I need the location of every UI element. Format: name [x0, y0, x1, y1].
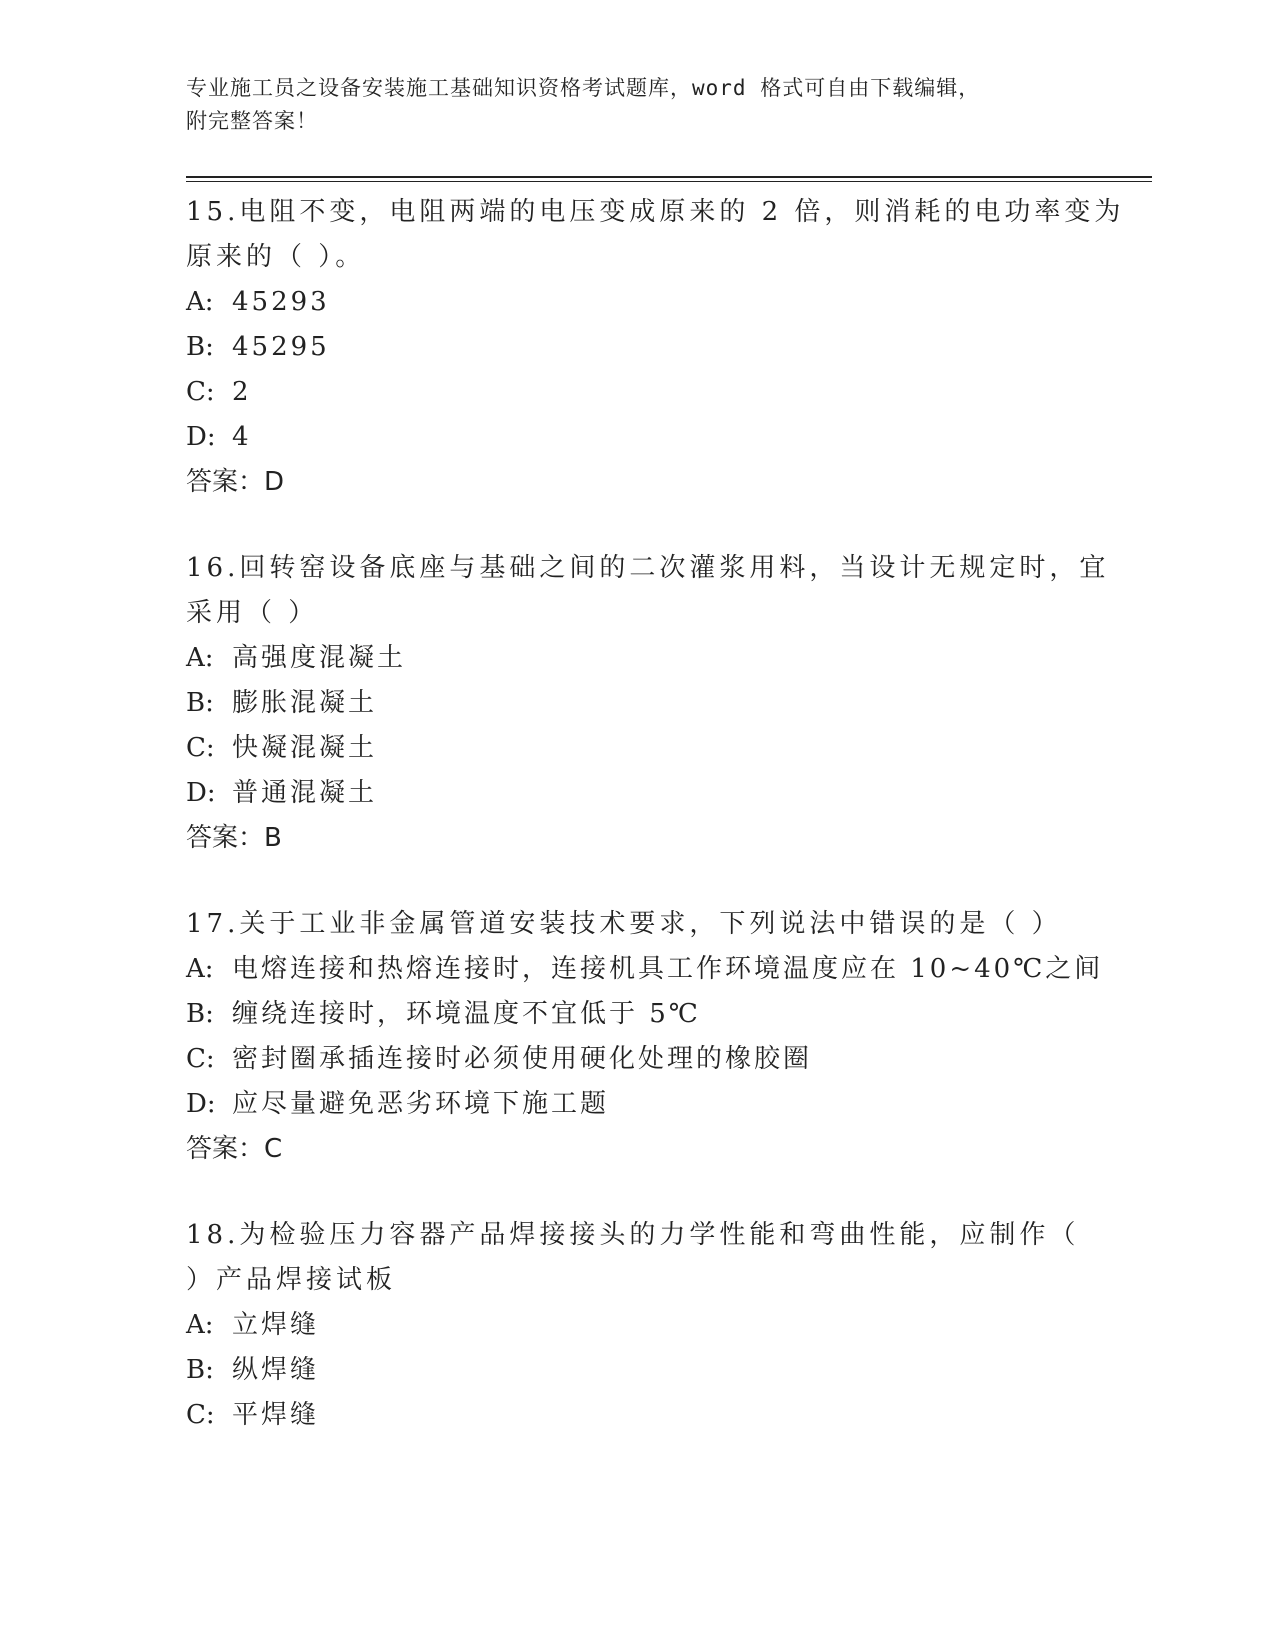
option-text: 膨胀混凝土 — [232, 688, 378, 718]
option-letter: C: — [186, 733, 215, 763]
option-c — [186, 370, 1086, 415]
option-b — [186, 325, 1086, 370]
option-text: 密封圈承插连接时必须使用硬化处理的橡胶圈 — [232, 1044, 813, 1074]
option-text: 缠绕连接时，环境温度不宜低于 5℃ — [232, 999, 701, 1029]
question-gap — [186, 505, 1086, 546]
question-stem — [186, 546, 1110, 636]
question-16 — [186, 546, 1110, 861]
option-text: 高强度混凝土 — [232, 643, 407, 673]
question-stem-line: 17.关于工业非金属管道安装技术要求，下列说法中错误的是（ ） — [186, 909, 1062, 939]
question-gap — [186, 861, 1086, 902]
option-a — [186, 1303, 1086, 1348]
question-18 — [186, 1213, 1086, 1438]
question-stem-line: 采用（ ） — [186, 598, 319, 628]
option-text: 立焊缝 — [232, 1310, 320, 1340]
option-text: 电熔连接和热熔连接时，连接机具工作环境温度应在 10~40℃之间 — [232, 954, 1104, 984]
answer-line: 答案：B — [186, 823, 282, 853]
question-gap — [186, 1172, 1086, 1213]
option-text: 普通混凝土 — [232, 778, 378, 808]
question-stem-line: 15.电阻不变，电阻两端的电压变成原来的 2 倍，则消耗的电功率变为 — [186, 197, 1125, 227]
option-letter: A: — [186, 954, 214, 984]
question-stem — [186, 1213, 1086, 1303]
option-letter: D: — [186, 422, 216, 452]
option-letter: B: — [186, 688, 214, 718]
option-d — [186, 415, 1086, 460]
option-text: 45293 — [232, 287, 330, 317]
option-letter: C: — [186, 1044, 215, 1074]
option-letter: B: — [186, 332, 214, 362]
header-line-1: 专业施工员之设备安装施工基础知识资格考试题库，word 格式可自由下载编辑， — [186, 76, 981, 100]
option-letter: C: — [186, 1400, 215, 1430]
question-stem — [186, 190, 1125, 280]
option-c — [186, 726, 1086, 771]
option-text: 纵焊缝 — [232, 1355, 320, 1385]
question-stem-line: ）产品焊接试板 — [186, 1265, 397, 1295]
question-list — [186, 190, 1125, 1438]
option-a — [186, 947, 1104, 992]
option-letter: A: — [186, 643, 214, 673]
option-letter: A: — [186, 287, 214, 317]
question-stem — [186, 902, 1086, 947]
option-a — [186, 280, 1086, 325]
option-a — [186, 636, 1086, 681]
header-rule-thick — [186, 176, 1152, 178]
option-letter: C: — [186, 377, 215, 407]
option-d — [186, 771, 1086, 816]
option-text: 2 — [232, 377, 252, 407]
option-b — [186, 681, 1086, 726]
document-header — [186, 72, 1066, 138]
option-c — [186, 1393, 1086, 1438]
question-15 — [186, 190, 1125, 505]
header-line-2: 附完整答案！ — [186, 109, 318, 133]
option-b — [186, 1348, 1086, 1393]
question-stem-line: 16.回转窑设备底座与基础之间的二次灌浆用料，当设计无规定时，宜 — [186, 553, 1110, 583]
option-letter: B: — [186, 999, 214, 1029]
option-text: 45295 — [232, 332, 330, 362]
answer-line: 答案：D — [186, 467, 285, 497]
option-letter: A: — [186, 1310, 214, 1340]
question-stem-line: 18.为检验压力容器产品焊接接头的力学性能和弯曲性能，应制作（ — [186, 1220, 1080, 1250]
question-stem-line: 原来的（ ）。 — [186, 242, 366, 272]
option-letter: D: — [186, 1089, 216, 1119]
option-text: 快凝混凝土 — [232, 733, 378, 763]
option-c — [186, 1037, 1086, 1082]
option-text: 平焊缝 — [232, 1400, 320, 1430]
answer-line: 答案：C — [186, 1134, 283, 1164]
option-text: 应尽量避免恶劣环境下施工题 — [232, 1089, 610, 1119]
option-d — [186, 1082, 1086, 1127]
option-text: 4 — [232, 422, 252, 452]
option-b — [186, 992, 1086, 1037]
option-letter: D: — [186, 778, 216, 808]
option-letter: B: — [186, 1355, 214, 1385]
header-rule-thin — [186, 181, 1152, 182]
question-17 — [186, 902, 1104, 1172]
